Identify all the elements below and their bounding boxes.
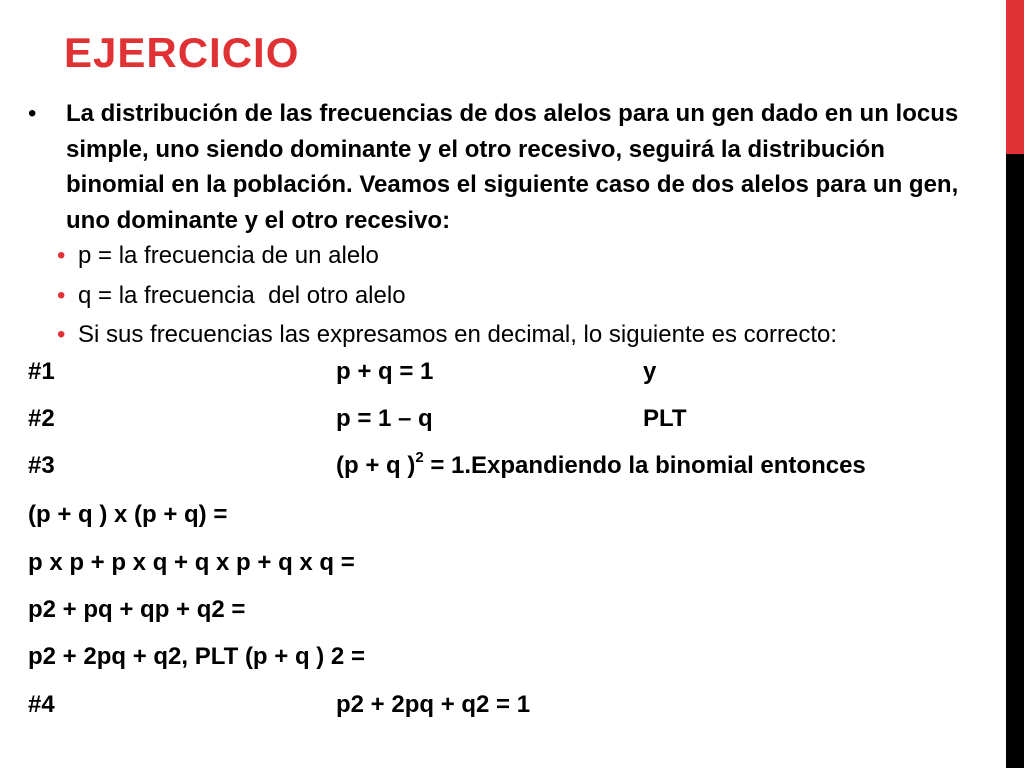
equation-line-6	[28, 595, 246, 625]
equation-label: #2	[28, 405, 55, 432]
sub-bullet-text: p = la frecuencia de un alelo	[78, 242, 379, 269]
equation-row-2	[28, 404, 687, 434]
sub-bullet-text: Si sus frecuencias las expresamos en decimal, lo siguiente es correcto:	[78, 321, 838, 348]
equation-row-1	[28, 357, 657, 387]
equation-label: #1	[28, 358, 55, 385]
main-bullet-text: La distribución de las frecuencias de dos alelos para un gen dado en un locus simple, uno siendo dominante y el otro recesivo, seguirá la distribución binomial en la población. Veamos el siguiente caso de dos alelos para un gen, uno dominante y el otro recesivo:	[66, 100, 959, 234]
equation-expression: p2 + 2pq + q2 = 1	[336, 691, 531, 718]
equation-expression: p = 1 – q	[336, 405, 433, 432]
sub-bullet-item	[57, 278, 837, 318]
equation-exponent: 2	[415, 449, 424, 466]
equation-line-7	[28, 642, 365, 672]
sub-bullet-item	[57, 317, 837, 357]
sub-bullet-dot: •	[57, 321, 66, 348]
sub-bullet-dot: •	[57, 242, 66, 269]
side-accent-bar-black	[1006, 154, 1024, 768]
equation-expression-pre: (p + q )	[336, 452, 416, 479]
equation-expression	[336, 451, 866, 481]
equation-expression: p + q = 1	[336, 358, 434, 385]
equation-note: PLT	[643, 405, 687, 432]
equation-text: p2 + pq + qp + q2 =	[28, 596, 246, 623]
equation-line-5	[28, 548, 355, 578]
equation-text: p2 + 2pq + q2, PLT (p + q ) 2 =	[28, 643, 365, 670]
equation-label: #4	[28, 691, 55, 718]
bullet-dot: •	[28, 100, 37, 127]
sub-bullet-dot: •	[57, 281, 66, 309]
sub-bullet-text: q = la frecuencia del otro alelo	[78, 281, 406, 309]
equation-text: p x p + p x q + q x p + q x q =	[28, 549, 355, 576]
equation-note: y	[643, 358, 657, 385]
sub-bullet-list	[57, 238, 837, 357]
equation-row-8	[28, 690, 531, 720]
side-accent-bar-red	[1006, 0, 1024, 154]
equation-text: (p + q ) x (p + q) =	[28, 501, 228, 528]
sub-bullet-item	[57, 238, 837, 278]
equation-label-3: #3	[28, 452, 55, 479]
equation-expression-post: = 1.Expandiendo la binomial entonces	[423, 452, 866, 479]
slide-title: EJERCICIO	[64, 29, 300, 76]
equation-row-3	[28, 449, 866, 481]
equation-line-4	[28, 500, 228, 530]
